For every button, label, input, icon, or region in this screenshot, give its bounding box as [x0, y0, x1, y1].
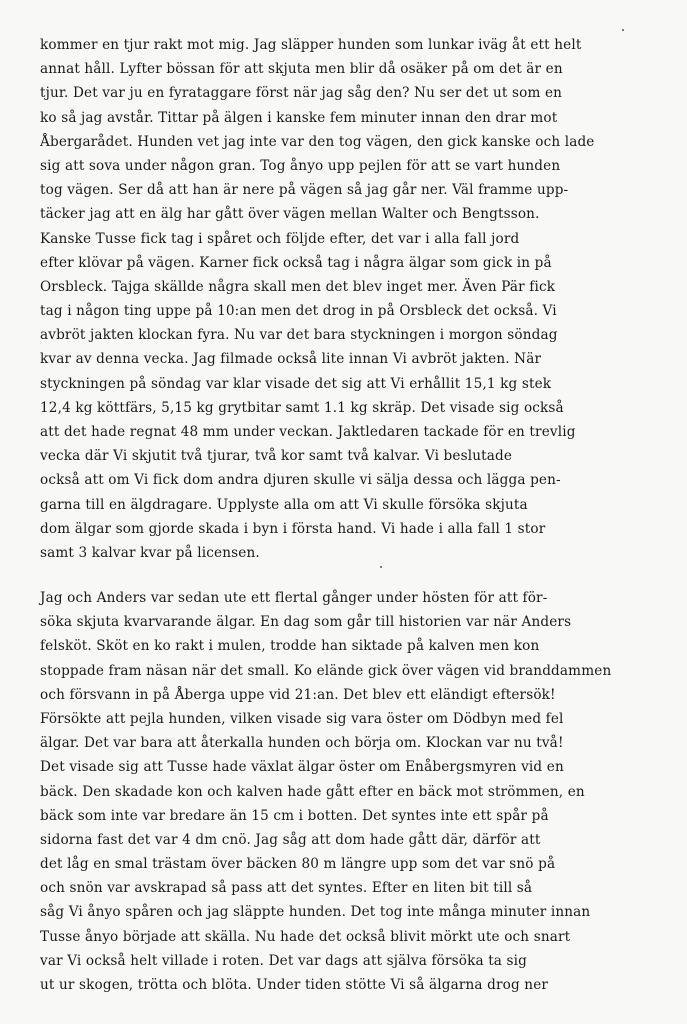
- text-line: tog vägen. Ser då att han är nere på vägen så jag går ner. Väl framme upp-: [40, 182, 569, 199]
- text-line: stoppade fram näsan när det small. Ko elände gick över vägen vid branddammen: [40, 662, 612, 679]
- text-line: var Vi också helt villade i roten. Det var dags att själva försöka ta sig: [40, 952, 528, 969]
- text-line: såg Vi ånyo spåren och jag släppte hunden. Det tog inte många minuter innan: [40, 904, 591, 921]
- text-line: tag i någon ting uppe på 10:an men det drog in på Orsbleck det också. Vi: [40, 303, 557, 320]
- text-line: dom älgar som gjorde skada i byn i första hand. Vi hade i alla fall 1 stor: [40, 520, 546, 537]
- text-line: det låg en smal trästam över bäcken 80 m längre upp som det var snö på: [40, 856, 556, 873]
- text-line: Tusse ånyo började att skälla. Nu hade det också blivit mörkt ute och snart: [40, 928, 571, 945]
- paper-speck: [622, 29, 624, 31]
- text-line: ko så jag avstår. Tittar på älgen i kanske fem minuter innan den drar mot: [40, 109, 558, 126]
- text-line: Jag och Anders var sedan ute ett flertal gånger under hösten för att för-: [40, 590, 548, 606]
- paper-speck: [380, 566, 382, 568]
- text-line: täcker jag att en älg har gått över vägen mellan Walter och Bengtsson.: [40, 206, 540, 223]
- text-line: och snön var avskrapad så pass att det syntes. Efter en liten bit till så: [40, 880, 533, 897]
- text-line: sidorna fast det var 4 dm cnö. Jag såg att dom hade gått där, därför att: [40, 831, 541, 848]
- text-line: Det visade sig att Tusse hade växlat älgar öster om Enåbergsmyren vid en: [40, 759, 564, 776]
- text-line: kvar av denna vecka. Jag filmade också lite innan Vi avbröt jakten. När: [40, 351, 542, 368]
- text-line: älgar. Det var bara att återkalla hunden och börja om. Klockan var nu två!: [40, 735, 564, 752]
- text-line: samt 3 kalvar kvar på licensen.: [40, 544, 260, 561]
- text-line: tjur. Det var ju en fyrataggare först när jag såg den? Nu ser det ut som en: [40, 85, 563, 102]
- text-line: Försökte att pejla hunden, vilken visade sig vara öster om Dödbyn med fel: [40, 710, 564, 727]
- text-line: 12,4 kg köttfärs, 5,15 kg grytbitar samt 1.1 kg skräp. Det visade sig också: [40, 399, 564, 416]
- text-line: kommer en tjur rakt mot mig. Jag släpper hunden som lunkar iväg åt ett helt: [40, 37, 582, 53]
- text-line: styckningen på söndag var klar visade det sig att Vi erhållit 15,1 kg stek: [40, 375, 552, 392]
- text-line: efter klövar på vägen. Karner fick också tag i några älgar som gick in på: [40, 254, 552, 271]
- text-line: felsköt. Sköt en ko rakt i mulen, trodde han siktade på kalven men kon: [40, 638, 540, 655]
- text-line: sig att sova under någon gran. Tog ånyo upp pejlen för att se vart hunden: [40, 157, 561, 174]
- text-line: bäck. Den skadade kon och kalven hade gått efter en bäck mot strömmen, en: [40, 783, 585, 800]
- text-line: Orsbleck. Tajga skällde några skall men det blev inget mer. Även Pär fick: [40, 278, 556, 295]
- text-line: Åbergarådet. Hunden vet jag inte var den tog vägen, den gick kanske och lade: [40, 133, 595, 150]
- text-line: vecka där Vi skjutit två tjurar, två kor samt två kalvar. Vi beslutade: [40, 448, 513, 465]
- text-line: annat håll. Lyfter bössan för att skjuta men blir då osäker på om det är en: [40, 61, 563, 78]
- paragraph-1: [40, 33, 660, 565]
- text-line: att det hade regnat 48 mm under veckan. Jaktledaren tackade för en trevlig: [40, 424, 576, 440]
- paragraph-2: [40, 586, 660, 997]
- text-line: och försvann in på Åberga uppe vid 21:an. Det blev ett eländigt eftersök!: [40, 686, 556, 703]
- text-line: också att om Vi fick dom andra djuren skulle vi sälja dessa och lägga pen-: [40, 472, 561, 489]
- text-line: garna till en älgdragare. Upplyste alla om att Vi skulle försöka skjuta: [40, 496, 528, 513]
- text-line: avbröt jakten klockan fyra. Nu var det bara styckningen i morgon söndag: [40, 327, 558, 344]
- text-line: bäck som inte var bredare än 15 cm i botten. Det syntes inte ett spår på: [40, 807, 549, 824]
- text-line: söka skjuta kvarvarande älgar. En dag som går till historien var när Anders: [40, 614, 572, 631]
- text-line: ut ur skogen, trötta och blöta. Under tiden stötte Vi så älgarna drog ner: [40, 977, 549, 993]
- text-line: Kanske Tusse fick tag i spåret och följde efter, det var i alla fall jord: [40, 230, 520, 247]
